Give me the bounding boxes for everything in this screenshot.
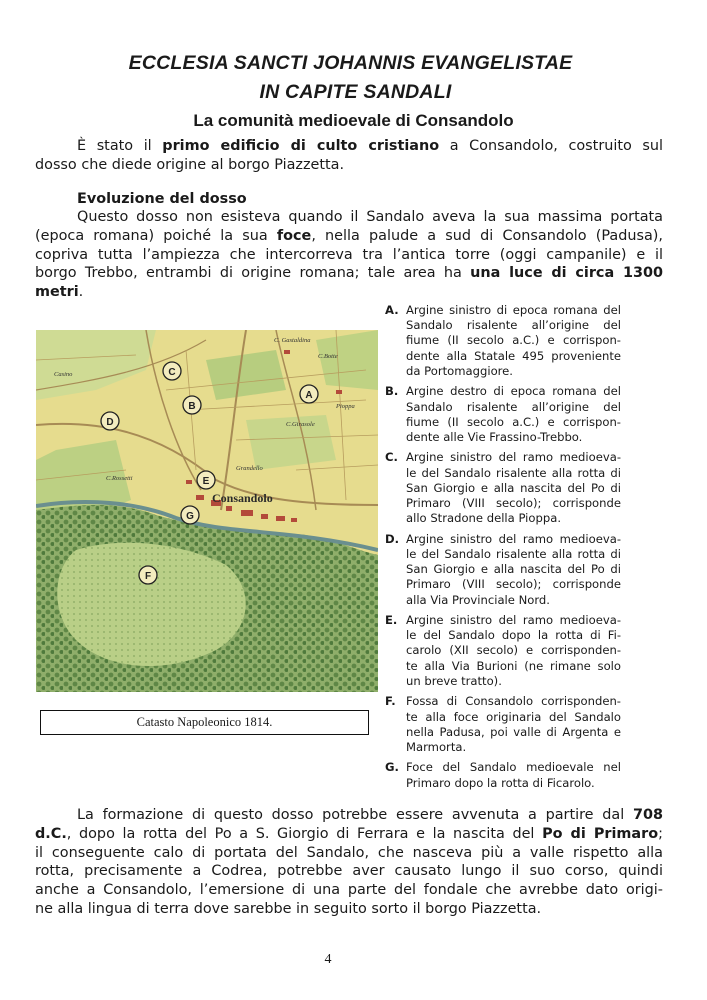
legend-item-g: G. Foce del Sandalo medioevale nel Primaro dopo la rotta di Ficarolo. [385,760,621,790]
map-marker-c [163,362,181,380]
map-small-label: C. Gastaldina [274,337,311,344]
map-small-label: Casino [54,371,73,378]
map-marker-a [300,385,318,403]
intro-paragraph: È stato il primo edificio di culto cristiano a Consandolo, costruito sul dosso che diede origine al borgo Piazzetta. [35,138,664,173]
svg-text:A: A [305,390,313,401]
map-marker-d [101,412,119,430]
svg-text:B: B [188,401,196,412]
map-marker-f [139,566,157,584]
legend-item-f: F. Fossa di Consandolo corrisponden- te alla foce originaria del Sandalo nella Padusa, poi valle di Argenta e Marmorta. [385,694,621,754]
map-caption: Catasto Napoleonico 1814. [40,710,369,735]
map-small-label: C.Rossetti [106,475,133,482]
legend-item-a: A. Argine sinistro di epoca romana del Sandalo risalente all’origine del fiume (II secolo a.C.) e corrispon- dente alla Statale 495 proveniente da Portomaggiore. [385,303,621,378]
svg-text:E: E [202,476,210,487]
legend-item-e: E. Argine sinistro del ramo medioeva- le del Sandalo dopo la rotta di Fi- carolo (XII secolo) e corrisponden- te alla Via Burioni (ne rimane solo un breve tratto). [385,613,621,688]
map-marker-b [183,396,201,414]
historic-map-image [36,330,378,692]
map-marker-g [181,506,199,524]
svg-text:D: D [106,417,114,428]
svg-text:G: G [186,511,194,522]
title-line-2: IN CAPITE SANDALI [259,81,452,103]
map-small-label: C.Girasole [286,421,315,428]
map-small-label: Grandello [236,465,263,472]
closing-paragraph: La formazione di questo dosso potrebbe essere avvenuta a partire dal 708 d.C., dopo la rotta del Po a S. Giorgio di Ferrara e la nascita del Po di Primaro; il conseguente calo di portata del Sandalo, che nasceva più a valle rispetto alla rotta, precisamente a Codrea, potrebbe aver causato lungo il suo corso, quindi anche a Consandolo, l’emersione di una parte del fondale che avrebbe dato origi- ne alla lingua di terra dove sarebbe in seguito sorto il borgo Piazzetta. [35,807,663,917]
map-small-label: C.Botte [318,353,338,360]
legend-item-b: B. Argine destro di epoca romana del Sandalo risalente all’origine del fiume (II secolo a.C.) e corrispon- dente alle Vie Frassino-Trebbo. [385,384,621,444]
evolution-paragraph: Questo dosso non esisteva quando il Sandalo aveva la sua massima portata (epoca romana) poiché la sua foce, nella palude a sud di Consandolo (Padusa), copriva tutta l’ampiezza che intercorreva tra l’antica torre (oggi campanile) e il borgo Trebbo, entrambi di origine romana; tale area ha una luce di circa 1300 metri. [35,209,663,301]
svg-text:C: C [168,367,176,378]
intro-bold: primo edificio di culto cristiano [162,138,440,154]
section-heading: Evoluzione del dosso [77,191,247,207]
map-place-label: Consandolo [212,491,273,505]
map-legend [385,303,621,796]
legend-item-d: D. Argine sinistro del ramo medioeva- le del Sandalo risalente alla rotta di San Giorgio e alla nascita del Po di Primaro (VIII secolo); corrisponde alla Via Provinciale Nord. [385,531,621,607]
svg-text:F: F [144,571,152,582]
subtitle: La comunità medioevale di Consandolo [193,111,514,130]
page-number: 4 [324,952,332,967]
legend-item-c: C. Argine sinistro del ramo medioeva- le del Sandalo risalente alla rotta di San Giorgio e alla nascita del Po di Primaro (VIII secolo); corrisponde allo Stradone della Pioppa. [385,450,621,526]
map-marker-e [197,471,215,489]
title-line-1: ECCLESIA SANCTI JOHANNIS EVANGELISTAE [128,52,573,74]
map-small-label: Pioppa [336,403,355,410]
